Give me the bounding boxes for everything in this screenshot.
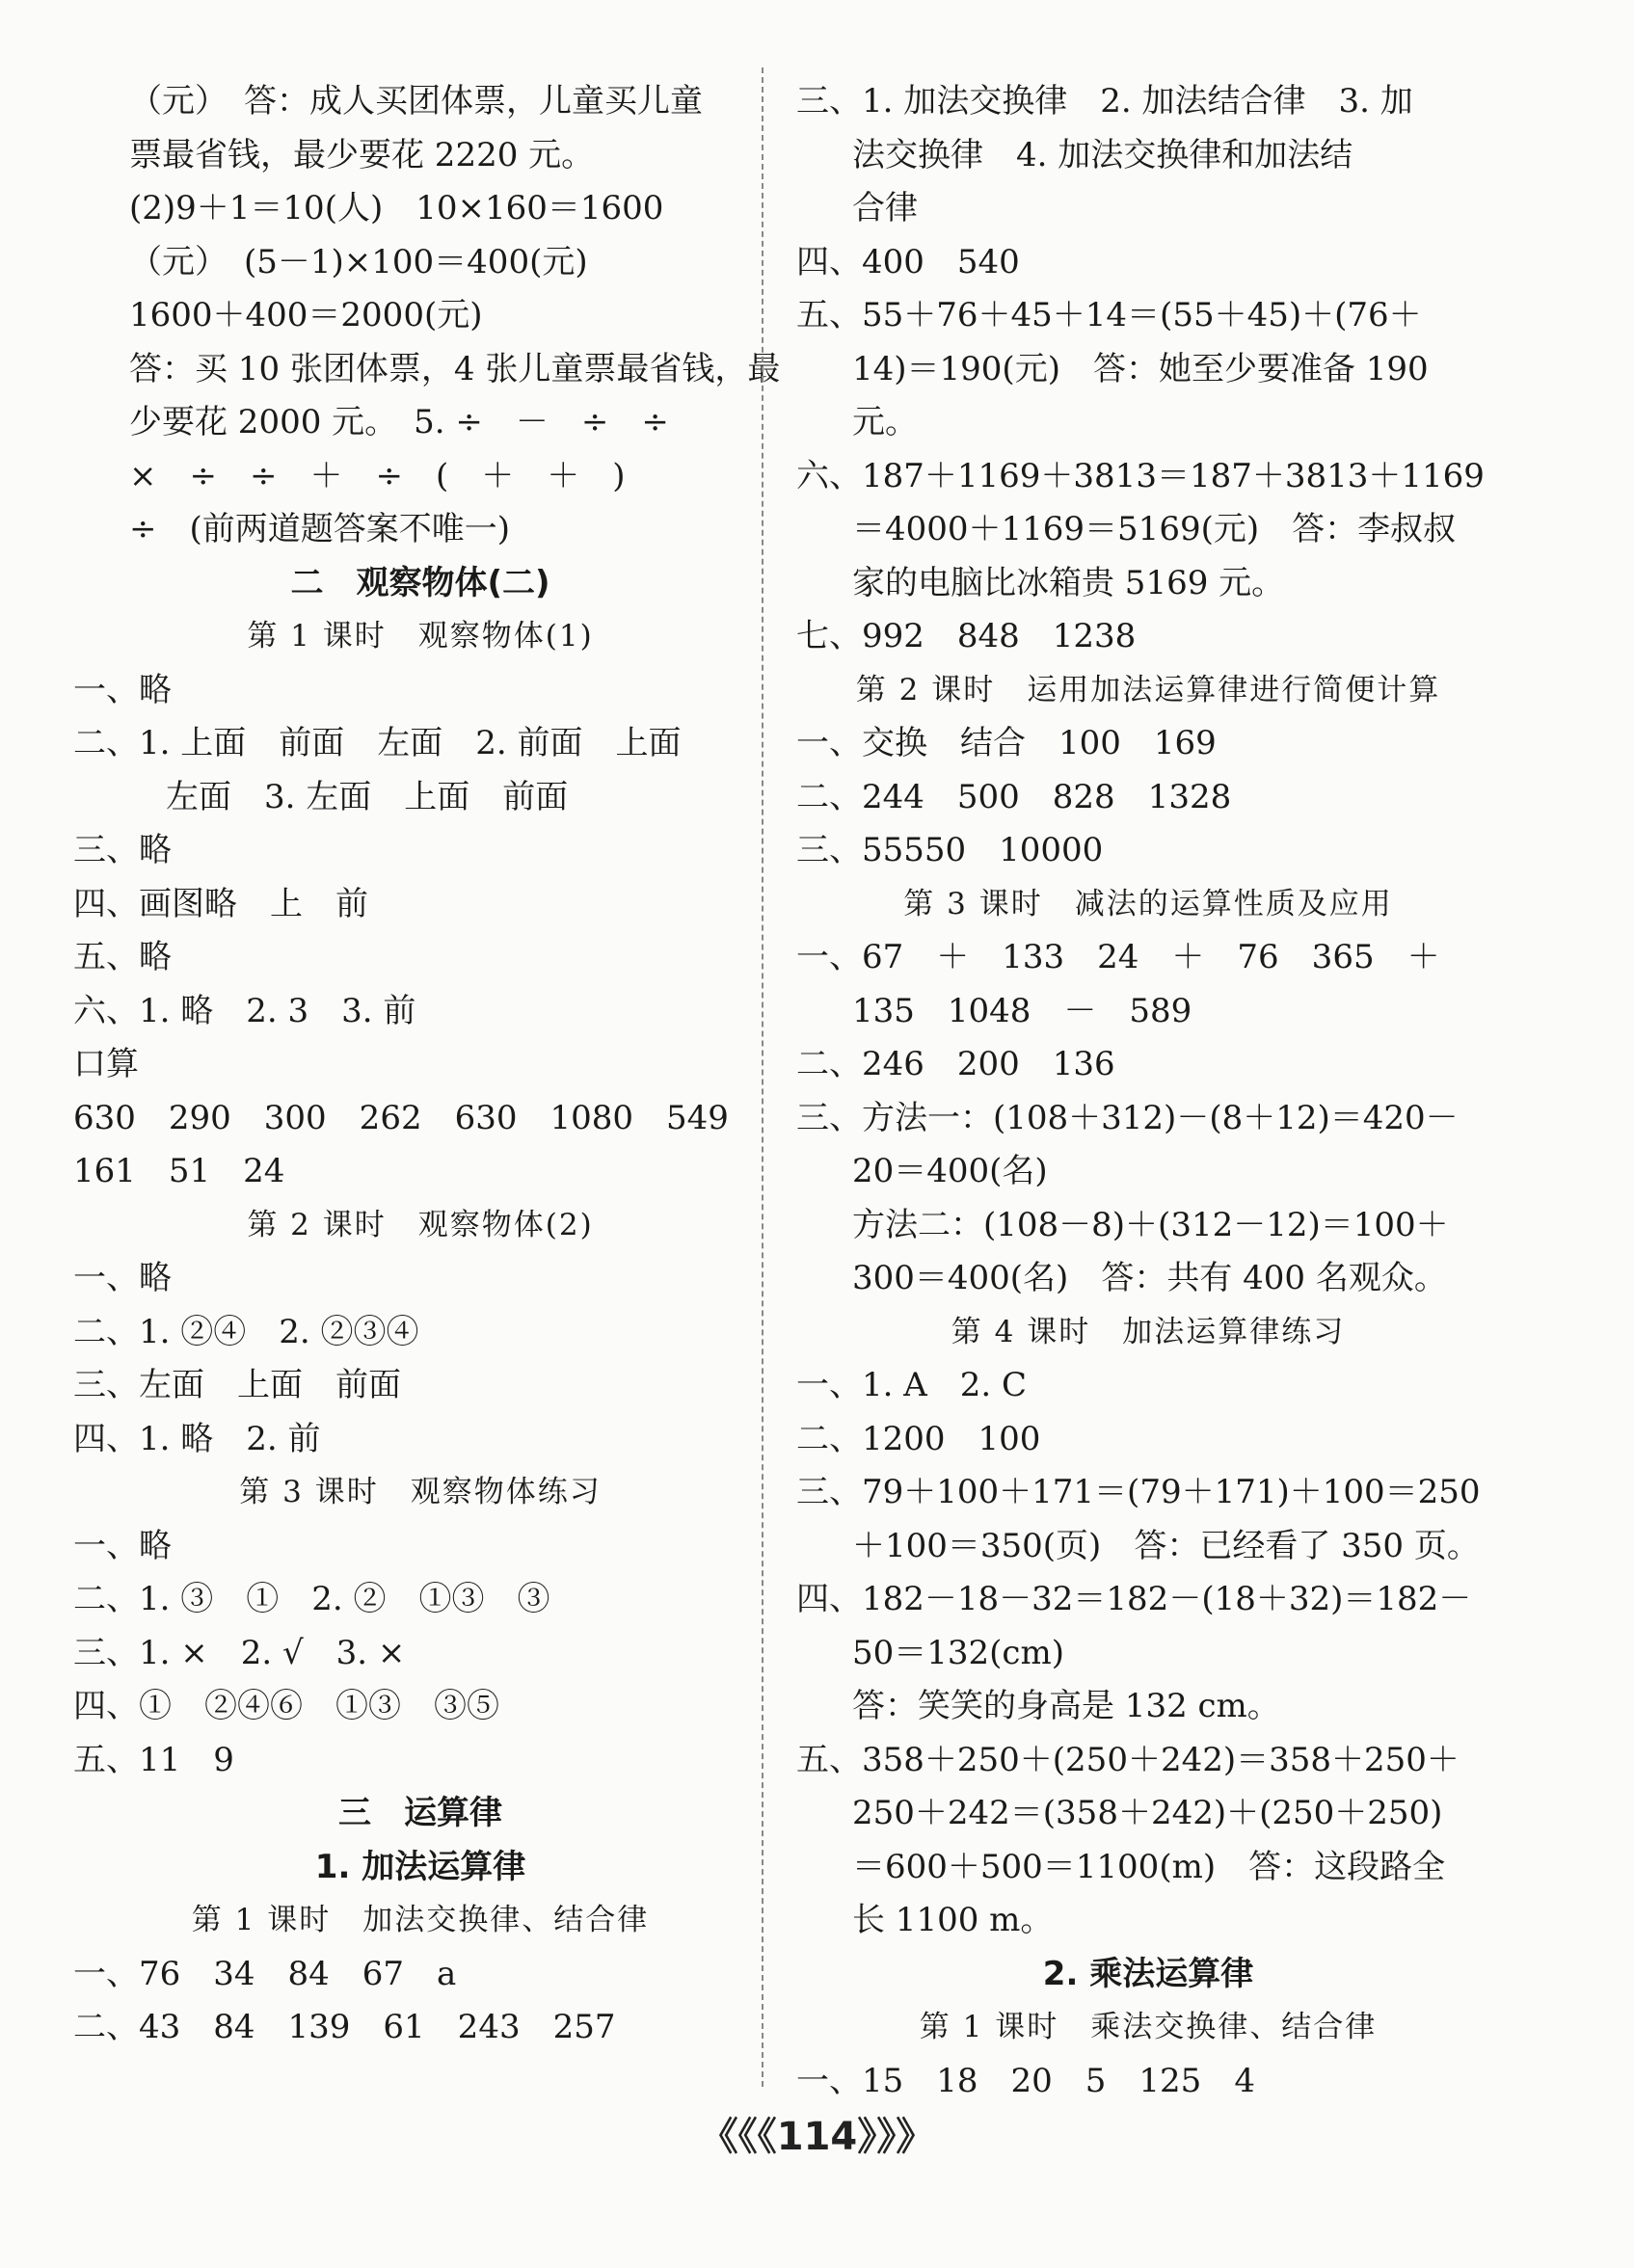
- answer-line: 三、1. × 2. √ 3. ×: [73, 1633, 406, 1672]
- answer-line: （元） 答：成人买团体票，儿童买儿童: [129, 82, 703, 120]
- answer-line: 方法二：(108－8)＋(312－12)＝100＋: [852, 1205, 1449, 1244]
- answer-line: 1600＋400＝2000(元): [129, 296, 483, 334]
- lesson-title: 第 3 课时 观察物体练习: [239, 1475, 602, 1509]
- answer-line: 合律: [852, 189, 918, 227]
- answer-line: 五、略: [73, 938, 172, 976]
- answer-line: 三、左面 上面 前面: [73, 1366, 401, 1404]
- answer-line: （元） (5－1)×100＝400(元): [129, 242, 588, 281]
- section-heading: 三 运算律: [338, 1794, 502, 1832]
- answer-line: ＝600＋500＝1100(m) 答：这段路全: [852, 1847, 1446, 1886]
- answer-line: 七、992 848 1238: [796, 617, 1137, 655]
- answer-line: 630 290 300 262 630 1080 549: [73, 1098, 729, 1137]
- answer-line: 14)＝190(元) 答：她至少要准备 190: [852, 349, 1429, 388]
- answer-line: 家的电脑比冰箱贵 5169 元。: [852, 563, 1285, 602]
- answer-line: 五、55＋76＋45＋14＝(55＋45)＋(76＋: [796, 296, 1422, 334]
- answer-line: 三、方法一：(108＋312)－(8＋12)＝420－: [796, 1098, 1459, 1137]
- answer-line: 二、246 200 136: [796, 1045, 1115, 1083]
- answer-line: 250＋242＝(358＋242)＋(250＋250): [852, 1794, 1443, 1832]
- answer-line: 二、1. ②④ 2. ②③④: [73, 1312, 419, 1351]
- answer-line: 票最省钱，最少要花 2220 元。: [129, 135, 595, 174]
- answer-line: 四、① ②④⑥ ①③ ③⑤: [73, 1687, 499, 1725]
- answer-line: 三、79＋100＋171＝(79＋171)＋100＝250: [796, 1473, 1481, 1511]
- column-divider: [762, 67, 763, 2087]
- answer-line: 五、11 9: [73, 1740, 234, 1779]
- lesson-title: 第 1 课时 加法交换律、结合律: [191, 1903, 650, 1937]
- answer-line: 二、1. ③ ① 2. ② ①③ ③: [73, 1580, 550, 1618]
- section-heading: 1. 加法运算律: [314, 1847, 526, 1886]
- answer-line: 二、1200 100: [796, 1419, 1041, 1458]
- section-heading: 二 观察物体(二): [290, 563, 550, 602]
- lesson-title: 第 1 课时 乘法交换律、结合律: [919, 2010, 1378, 2044]
- answer-line: 长 1100 m。: [852, 1901, 1054, 1939]
- lesson-title: 第 1 课时 观察物体(1): [247, 619, 594, 654]
- answer-line: 左面 3. 左面 上面 前面: [166, 777, 569, 816]
- answer-line: 一、略: [73, 1259, 172, 1297]
- answer-line: 161 51 24: [73, 1152, 285, 1190]
- answer-line: 答：笑笑的身高是 132 cm。: [852, 1687, 1280, 1725]
- answer-line: 二、43 84 139 61 243 257: [73, 2008, 616, 2046]
- lesson-title: 第 3 课时 减法的运算性质及应用: [903, 886, 1393, 921]
- lesson-title: 第 2 课时 观察物体(2): [247, 1207, 594, 1242]
- answer-line: 少要花 2000 元。 5. ÷ － ÷ ÷: [129, 403, 669, 441]
- answer-line: ÷ (前两道题答案不唯一): [129, 510, 511, 548]
- answer-line: 三、1. 加法交换律 2. 加法结合律 3. 加: [796, 82, 1413, 120]
- answer-line: 六、187＋1169＋3813＝187＋3813＋1169: [796, 456, 1485, 495]
- answer-line: 法交换律 4. 加法交换律和加法结: [852, 135, 1353, 174]
- answer-line: 六、1. 略 2. 3 3. 前: [73, 991, 416, 1030]
- answer-line: 三、55550 10000: [796, 831, 1104, 869]
- answer-line: 一、略: [73, 1526, 172, 1565]
- page-number: 《《《114》》》: [699, 2115, 935, 2159]
- section-heading: 2. 乘法运算律: [1042, 1954, 1254, 1993]
- lesson-title: 第 2 课时 运用加法运算律进行简便计算: [855, 672, 1441, 707]
- answer-line: × ÷ ÷ ＋ ÷ ( ＋ ＋ ): [129, 456, 626, 495]
- lesson-title: 第 4 课时 加法运算律练习: [951, 1314, 1346, 1349]
- answer-line: 一、76 34 84 67 a: [73, 1954, 457, 1993]
- answer-line: 二、244 500 828 1328: [796, 777, 1232, 816]
- answer-line: 一、略: [73, 670, 172, 709]
- answer-line: 一、67 ＋ 133 24 ＋ 76 365 ＋: [796, 938, 1440, 976]
- answer-line: 300＝400(名) 答：共有 400 名观众。: [852, 1259, 1447, 1297]
- answer-line: 答：买 10 张团体票，4 张儿童票最省钱，最: [129, 349, 781, 388]
- answer-line: 四、400 540: [796, 242, 1020, 281]
- answer-line: 135 1048 － 589: [852, 991, 1192, 1030]
- answer-line: 一、交换 结合 100 169: [796, 724, 1217, 762]
- answer-line: 元。: [852, 403, 918, 441]
- answer-line: 口算: [73, 1045, 139, 1083]
- answer-line: 四、画图略 上 前: [73, 884, 368, 923]
- right-column: [796, 75, 1500, 2108]
- answer-line: 20＝400(名): [852, 1152, 1048, 1190]
- answer-line: 三、略: [73, 831, 172, 869]
- answer-line: ＝4000＋1169＝5169(元) 答：李叔叔: [852, 510, 1457, 548]
- answer-line: ＋100＝350(页) 答：已经看了 350 页。: [852, 1526, 1480, 1565]
- answer-line: 50＝132(cm): [852, 1633, 1064, 1672]
- answer-line: 一、1. A 2. C: [796, 1366, 1028, 1404]
- left-column: [73, 75, 781, 2055]
- answer-line: 四、1. 略 2. 前: [73, 1419, 321, 1458]
- answer-line: 五、358＋250＋(250＋242)＝358＋250＋: [796, 1740, 1460, 1779]
- answer-line: 一、15 18 20 5 125 4: [796, 2061, 1255, 2100]
- answer-line: 二、1. 上面 前面 左面 2. 前面 上面: [73, 724, 682, 762]
- answer-line: 四、182－18－32＝182－(18＋32)＝182－: [796, 1580, 1472, 1618]
- answer-line: (2)9＋1＝10(人) 10×160＝1600: [129, 189, 664, 227]
